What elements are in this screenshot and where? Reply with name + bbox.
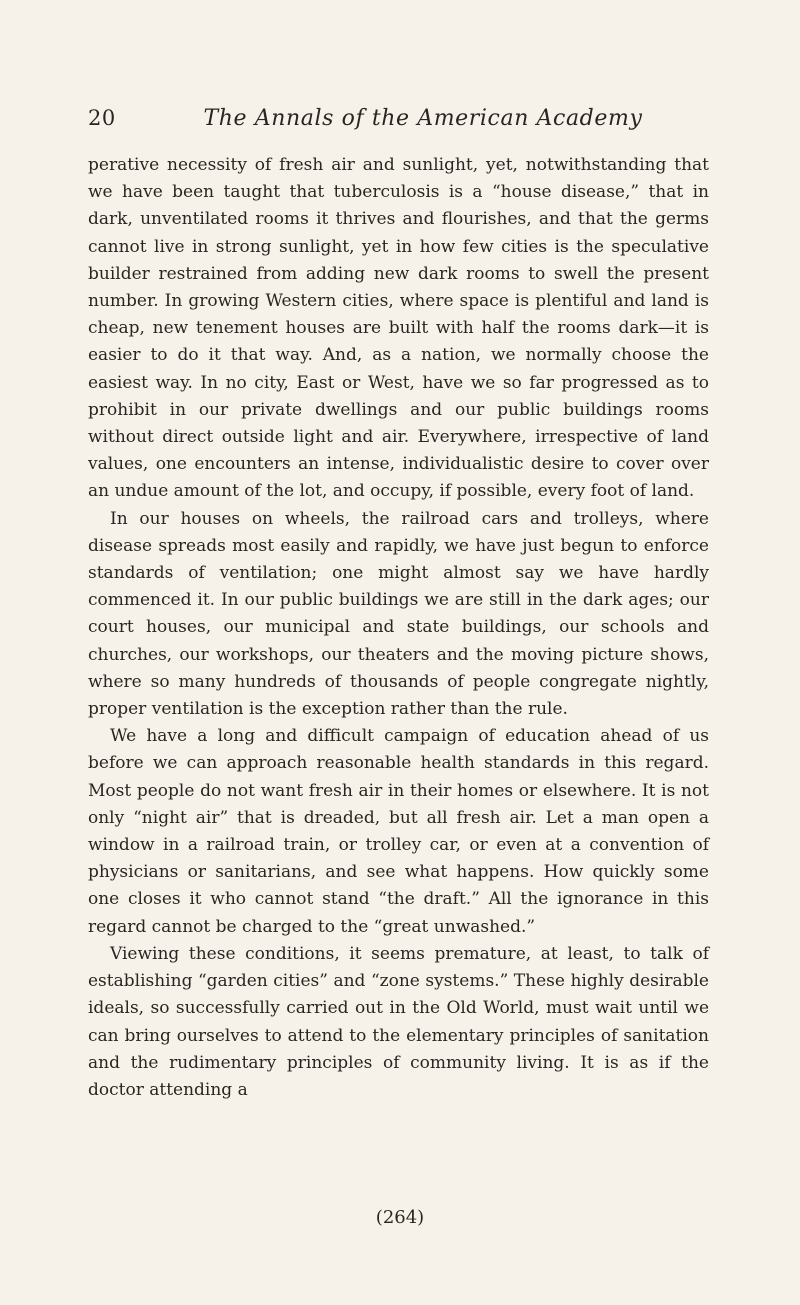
folio-number: (264) bbox=[375, 1207, 425, 1228]
paragraph-2: In our houses on wheels, the railroad cars and trolleys, where disease spreads most easily and rapidly, we have just begun to enforce standards of ventilation; one might almost say we have hardly commenced it. In our public buildings we are still in the dark ages; our court houses, our municipal and state buildings, our schools and churches, our workshops, our theaters and the moving picture shows, where so many hundreds of thousands of people congregate nightly, proper ventilation is the exception rather than the rule. bbox=[88, 508, 709, 720]
body-text bbox=[88, 152, 709, 1104]
paragraph-3: We have a long and difficult campaign of education ahead of us before we can approach reasonable health standards in this regard. Most people do not want fresh air in their homes or elsewhere. It is not only “night air” that is dreaded, but all fresh air. Let a man open a window in a railroad train, or trolley car, or even at a convention of physicians or sanitarians, and see what happens. How quickly some one closes it who cannot stand “the draft.” All the ignorance in this regard cannot be charged to the “great unwashed.” bbox=[88, 726, 709, 937]
journal-title: The Annals of the American Academy bbox=[203, 106, 643, 131]
running-head bbox=[88, 106, 708, 140]
paragraph-1: perative necessity of fresh air and sunlight, yet, notwithstanding that we have been taught that tuberculosis is a “house disease,” that in dark, unventilated rooms it thrives and flourishes, and that the germs cannot live in strong sunlight, yet in how few cities is the speculative builder restrained from adding new dark rooms to swell the present number. In growing Western cities, where space is plentiful and land is cheap, new tenement houses are built with half the rooms dark—it is easier to do it that way. And, as a nation, we normally choose the easiest way. In no city, East or West, have we so far progressed as to prohibit in our private dwellings and our public buildings rooms without direct outside light and air. Everywhere, irrespective of land values, one encounters an intense, individualistic desire to cover over an undue amount of the lot, and occupy, if possible, every foot of land. bbox=[88, 155, 709, 502]
paragraph-4: Viewing these conditions, it seems premature, at least, to talk of establishing “garden cities” and “zone systems.” These highly desirable ideals, so successfully carried out in the Old World, must wait until we can bring ourselves to attend to the elementary principles of sanitation and the rudimentary principles of community living. It is as if the doctor attending a bbox=[88, 943, 709, 1100]
page-number: 20 bbox=[88, 106, 116, 130]
